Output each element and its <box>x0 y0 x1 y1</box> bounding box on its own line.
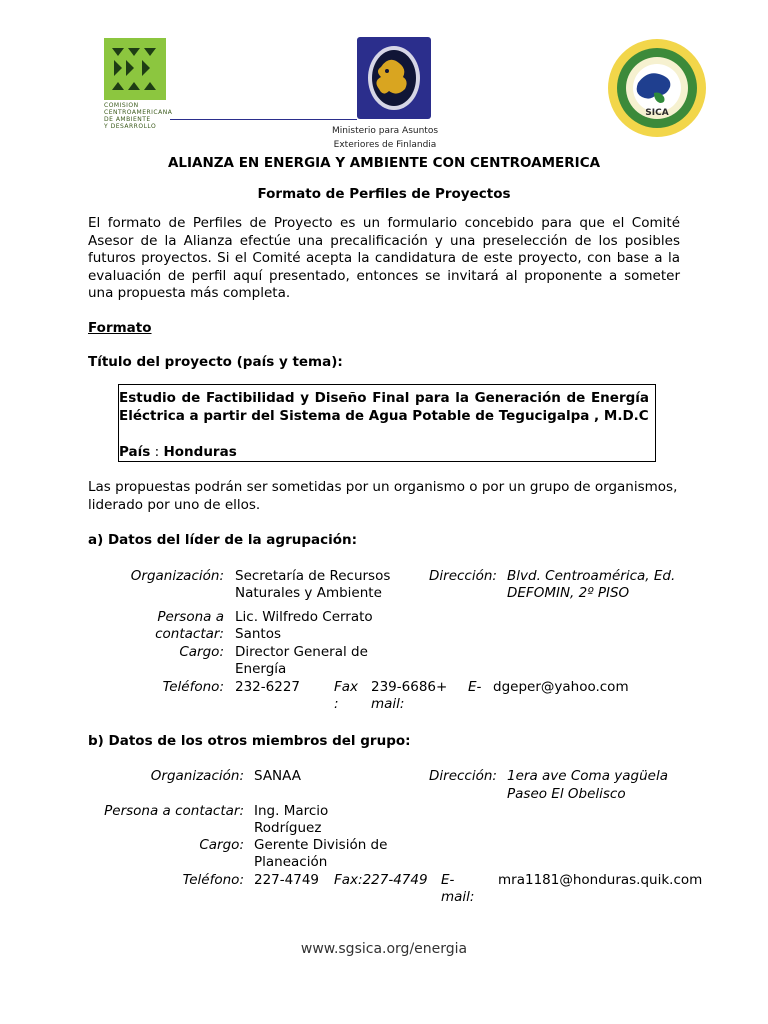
member-persona-value-2: Rodríguez <box>254 820 322 836</box>
leader-dir-value-2: DEFOMIN, 2º PISO <box>507 585 630 601</box>
leader-org-value-1: Secretaría de Recursos <box>235 568 391 584</box>
formato-heading: Formato <box>88 320 152 336</box>
ministry-caption <box>320 124 450 152</box>
propuestas-paragraph: Las propuestas podrán ser sometidas por un organismo o por un grupo de organismos, liderado por uno de ellos. <box>88 479 678 513</box>
sica-logo-text: SICA <box>645 108 669 118</box>
leader-tel-value: 232-6227 <box>235 679 300 695</box>
member-persona-value-1: Ing. Marcio <box>254 803 329 819</box>
leader-persona-label-2: contactar: <box>155 626 224 642</box>
member-fax-value: Fax:227-4749 <box>334 872 428 888</box>
ccad-line-4: Y DESARROLLO <box>104 123 157 130</box>
member-org-label: Organización: <box>150 768 244 784</box>
leader-persona-value-2: Santos <box>235 626 281 642</box>
ccad-line-2: CENTROAMERICANA <box>104 109 173 116</box>
project-title: Estudio de Factibilidad y Diseño Final para la Generación de Energía Eléctrica a partir del Sistema de Agua Potable de Tegucigalpa , M.D.C <box>119 390 649 424</box>
ccad-line-3: DE AMBIENTE <box>104 116 151 123</box>
leader-fax-label-2: : <box>334 696 339 712</box>
member-cargo-value-1: Gerente División de <box>254 837 388 853</box>
leader-fax-label-1: Fax <box>334 679 359 695</box>
ccad-logo <box>104 38 173 130</box>
leader-dir-label: Dirección: <box>429 568 497 584</box>
leader-heading: a) Datos del líder de la agrupación: <box>88 532 358 548</box>
leader-persona-label-1: Persona a <box>157 609 224 625</box>
member-email-value: mra1181@honduras.quik.com <box>498 872 703 888</box>
logo-underline <box>170 119 357 120</box>
member-email-label-1: E- <box>441 872 455 888</box>
leader-email-value: dgeper@yahoo.com <box>493 679 629 695</box>
document-title: ALIANZA EN ENERGIA Y AMBIENTE CON CENTROAMERICA <box>167 155 601 171</box>
leader-persona-value-1: Lic. Wilfredo Cerrato <box>235 609 373 625</box>
leader-fax-value: 239-6686+ <box>371 679 448 695</box>
leader-email-label-1: E- <box>468 679 482 695</box>
members-heading: b) Datos de los otros miembros del grupo: <box>88 733 411 749</box>
member-cargo-value-2: Planeación <box>254 854 328 870</box>
member-email-label-2: mail: <box>441 889 475 905</box>
sica-logo <box>604 37 710 139</box>
intro-paragraph: El formato de Perfiles de Proyecto es un formulario concebido para que el Comité Asesor de la Alianza efectúe una precalificación y una preselección de los posibles futuros proyectos. Si el Comité acepta la candidatura de este proyecto, con base a la evaluación de perfil aquí presentado, entonces se invitará al proponente a someter una propuesta más completa. <box>88 215 680 301</box>
leader-email-label-2: mail: <box>371 696 405 712</box>
document-subtitle: Formato de Perfiles de Proyectos <box>257 186 511 202</box>
member-persona-label: Persona a contactar: <box>104 803 244 819</box>
member-dir-value-1: 1era ave Coma yagüela <box>507 768 668 784</box>
leader-org-value-2: Naturales y Ambiente <box>235 585 382 601</box>
member-cargo-label: Cargo: <box>199 837 244 853</box>
country-value: Honduras <box>163 444 237 460</box>
country-label: País <box>119 444 151 460</box>
member-org-value: SANAA <box>254 768 301 784</box>
leader-cargo-label: Cargo: <box>179 644 224 660</box>
leader-dir-value-1: Blvd. Centroamérica, Ed. <box>507 568 676 584</box>
finland-crest-logo <box>357 37 431 119</box>
leader-cargo-value-2: Energía <box>235 661 287 677</box>
member-dir-value-2: Paseo El Obelisco <box>507 786 626 802</box>
ccad-logo-mark <box>104 38 166 100</box>
country-line <box>119 444 237 462</box>
country-separator: : <box>154 444 160 460</box>
ccad-line-1: COMISION <box>104 102 139 109</box>
member-tel-value: 227-4749 <box>254 872 319 888</box>
ministry-caption-line-1: Ministerio para Asuntos <box>331 126 439 136</box>
member-tel-label: Teléfono: <box>182 872 244 888</box>
titulo-heading: Título del proyecto (país y tema): <box>88 354 343 370</box>
ministry-caption-line-2: Exteriores de Finlandia <box>333 140 437 150</box>
footer-url[interactable]: www.sgsica.org/energia <box>300 941 468 957</box>
member-dir-label: Dirección: <box>429 768 497 784</box>
leader-cargo-value-1: Director General de <box>235 644 368 660</box>
leader-org-label: Organización: <box>130 568 224 584</box>
leader-tel-label: Teléfono: <box>162 679 224 695</box>
